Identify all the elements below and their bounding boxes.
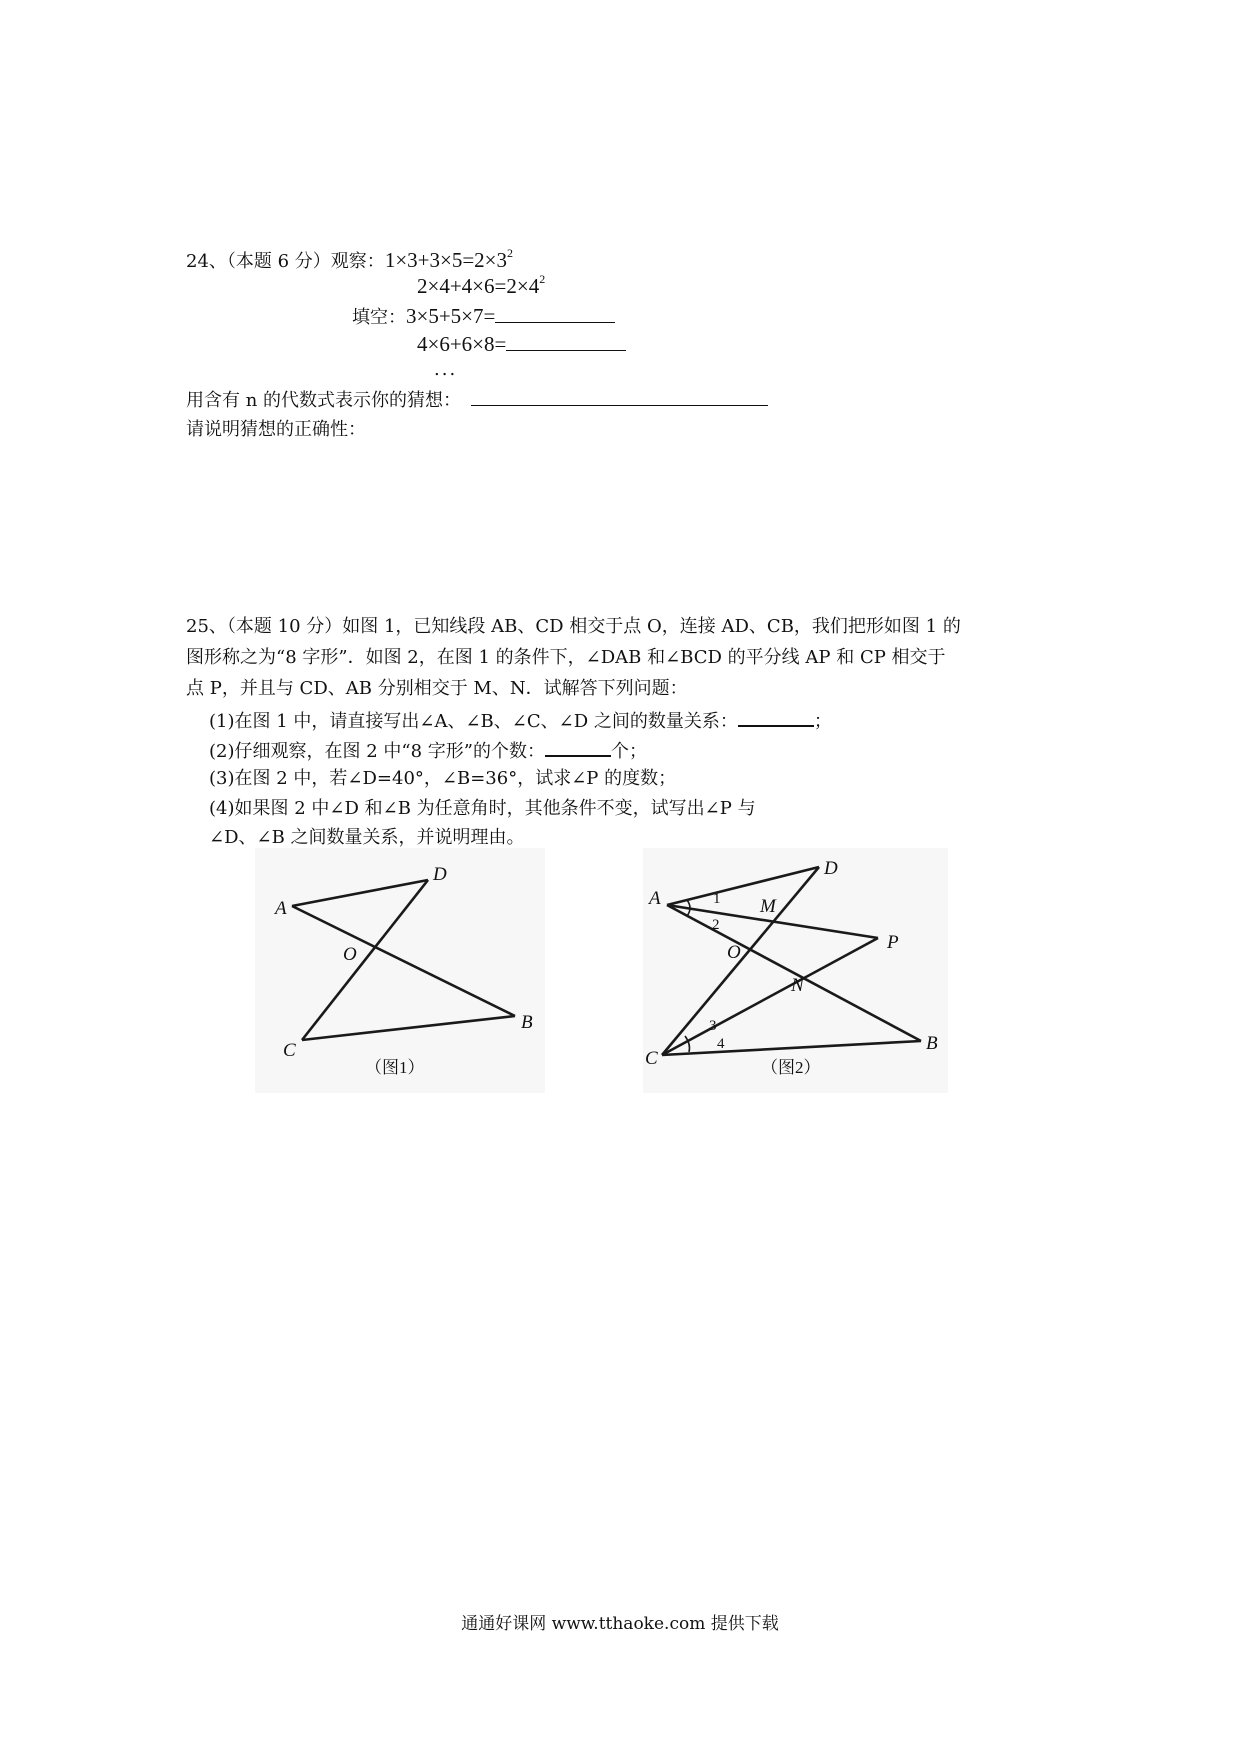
- q25-sub2-blank[interactable]: [545, 737, 611, 757]
- figure-1-caption: （图1）: [365, 1058, 425, 1077]
- label-p: P: [887, 932, 899, 953]
- label-c: C: [645, 1048, 658, 1069]
- q24-eq2-text: 2×4+4×6=2×4: [417, 274, 540, 298]
- label-d: D: [433, 864, 447, 885]
- q24-guess-blank[interactable]: [471, 387, 768, 406]
- q25-line1: 25、（本题 10 分）如图 1，已知线段 AB、CD 相交于点 O，连接 AD、CB，我们把形如图 1 的: [186, 616, 961, 637]
- label-a: A: [275, 898, 287, 919]
- q25-sub1-blank[interactable]: [738, 707, 814, 727]
- q24-fill-label: 填空：: [352, 307, 406, 328]
- q24-eq1-exponent: 2: [507, 246, 514, 260]
- page-footer: 通通好课网 www.tthaoke.com 提供下载: [461, 1614, 779, 1634]
- figure-2-caption: （图2）: [761, 1058, 821, 1077]
- label-b: B: [521, 1012, 533, 1033]
- q24-fill2-expr: 4×6+6×8=: [417, 332, 507, 356]
- q24-guess-prompt: 用含有 n 的代数式表示你的猜想：: [186, 390, 462, 411]
- label-a: A: [649, 888, 661, 909]
- q24-proof-prompt: 请说明猜想的正确性：: [186, 419, 366, 440]
- q25-sub4-line1: (4)如果图 2 中∠D 和∠B 为任意角时，其他条件不变，试写出∠P 与: [209, 798, 756, 819]
- q24-fill2-row: [417, 332, 626, 358]
- angle-label-2: 2: [712, 917, 720, 933]
- q24-guess-row: [186, 387, 768, 413]
- q25-line2: 图形称之为“8 字形”．如图 2，在图 1 的条件下，∠DAB 和∠BCD 的平分线 AP 和 CP 相交于: [186, 647, 946, 668]
- q25-sub3: (3)在图 2 中，若∠D=40°，∠B=36°，试求∠P 的度数；: [209, 768, 677, 789]
- angle-label-4: 4: [717, 1036, 725, 1052]
- label-c: C: [283, 1040, 296, 1061]
- q24-header-text: 24、（本题 6 分）观察：: [186, 251, 385, 272]
- q25-line3: 点 P，并且与 CD、AB 分别相交于 M、N．试解答下列问题：: [186, 678, 688, 699]
- q24-eq1: [385, 248, 513, 272]
- q25-sub2: [209, 737, 647, 764]
- label-d: D: [824, 858, 838, 879]
- label-n: N: [791, 975, 804, 996]
- label-o: O: [343, 944, 357, 965]
- q24-fill1-row: [352, 304, 615, 330]
- q24-fill1-expr: 3×5+5×7=: [406, 304, 496, 328]
- q25-sub2-text: (2)仔细观察，在图 2 中“8 字形”的个数：: [209, 741, 545, 762]
- q24-fill1-blank[interactable]: [495, 304, 615, 323]
- q24-header: [186, 243, 513, 274]
- q25-sub1-end: ；: [813, 711, 832, 732]
- angle-label-1: 1: [713, 891, 721, 907]
- label-b: B: [926, 1033, 938, 1054]
- q24-eq2-exponent: 2: [539, 272, 546, 286]
- angle-label-3: 3: [709, 1018, 717, 1034]
- figure-1: [255, 848, 545, 1093]
- label-m: M: [760, 896, 776, 917]
- q24-eq2: [417, 274, 545, 299]
- q25-sub2-end: 个；: [610, 741, 647, 762]
- figure-2-background: [643, 848, 948, 1093]
- q24-fill2-blank[interactable]: [506, 332, 626, 351]
- figure-2: [643, 848, 948, 1093]
- q25-sub1-text: (1)在图 1 中，请直接写出∠A、∠B、∠C、∠D 之间的数量关系：: [209, 711, 738, 732]
- q24-ellipsis: ...: [434, 359, 458, 380]
- label-o: O: [727, 942, 741, 963]
- q24-eq1-text: 1×3+3×5=2×3: [384, 248, 508, 272]
- q25-sub1: [209, 707, 832, 734]
- q25-sub4-line2: ∠D、∠B 之间数量关系，并说明理由。: [209, 827, 525, 848]
